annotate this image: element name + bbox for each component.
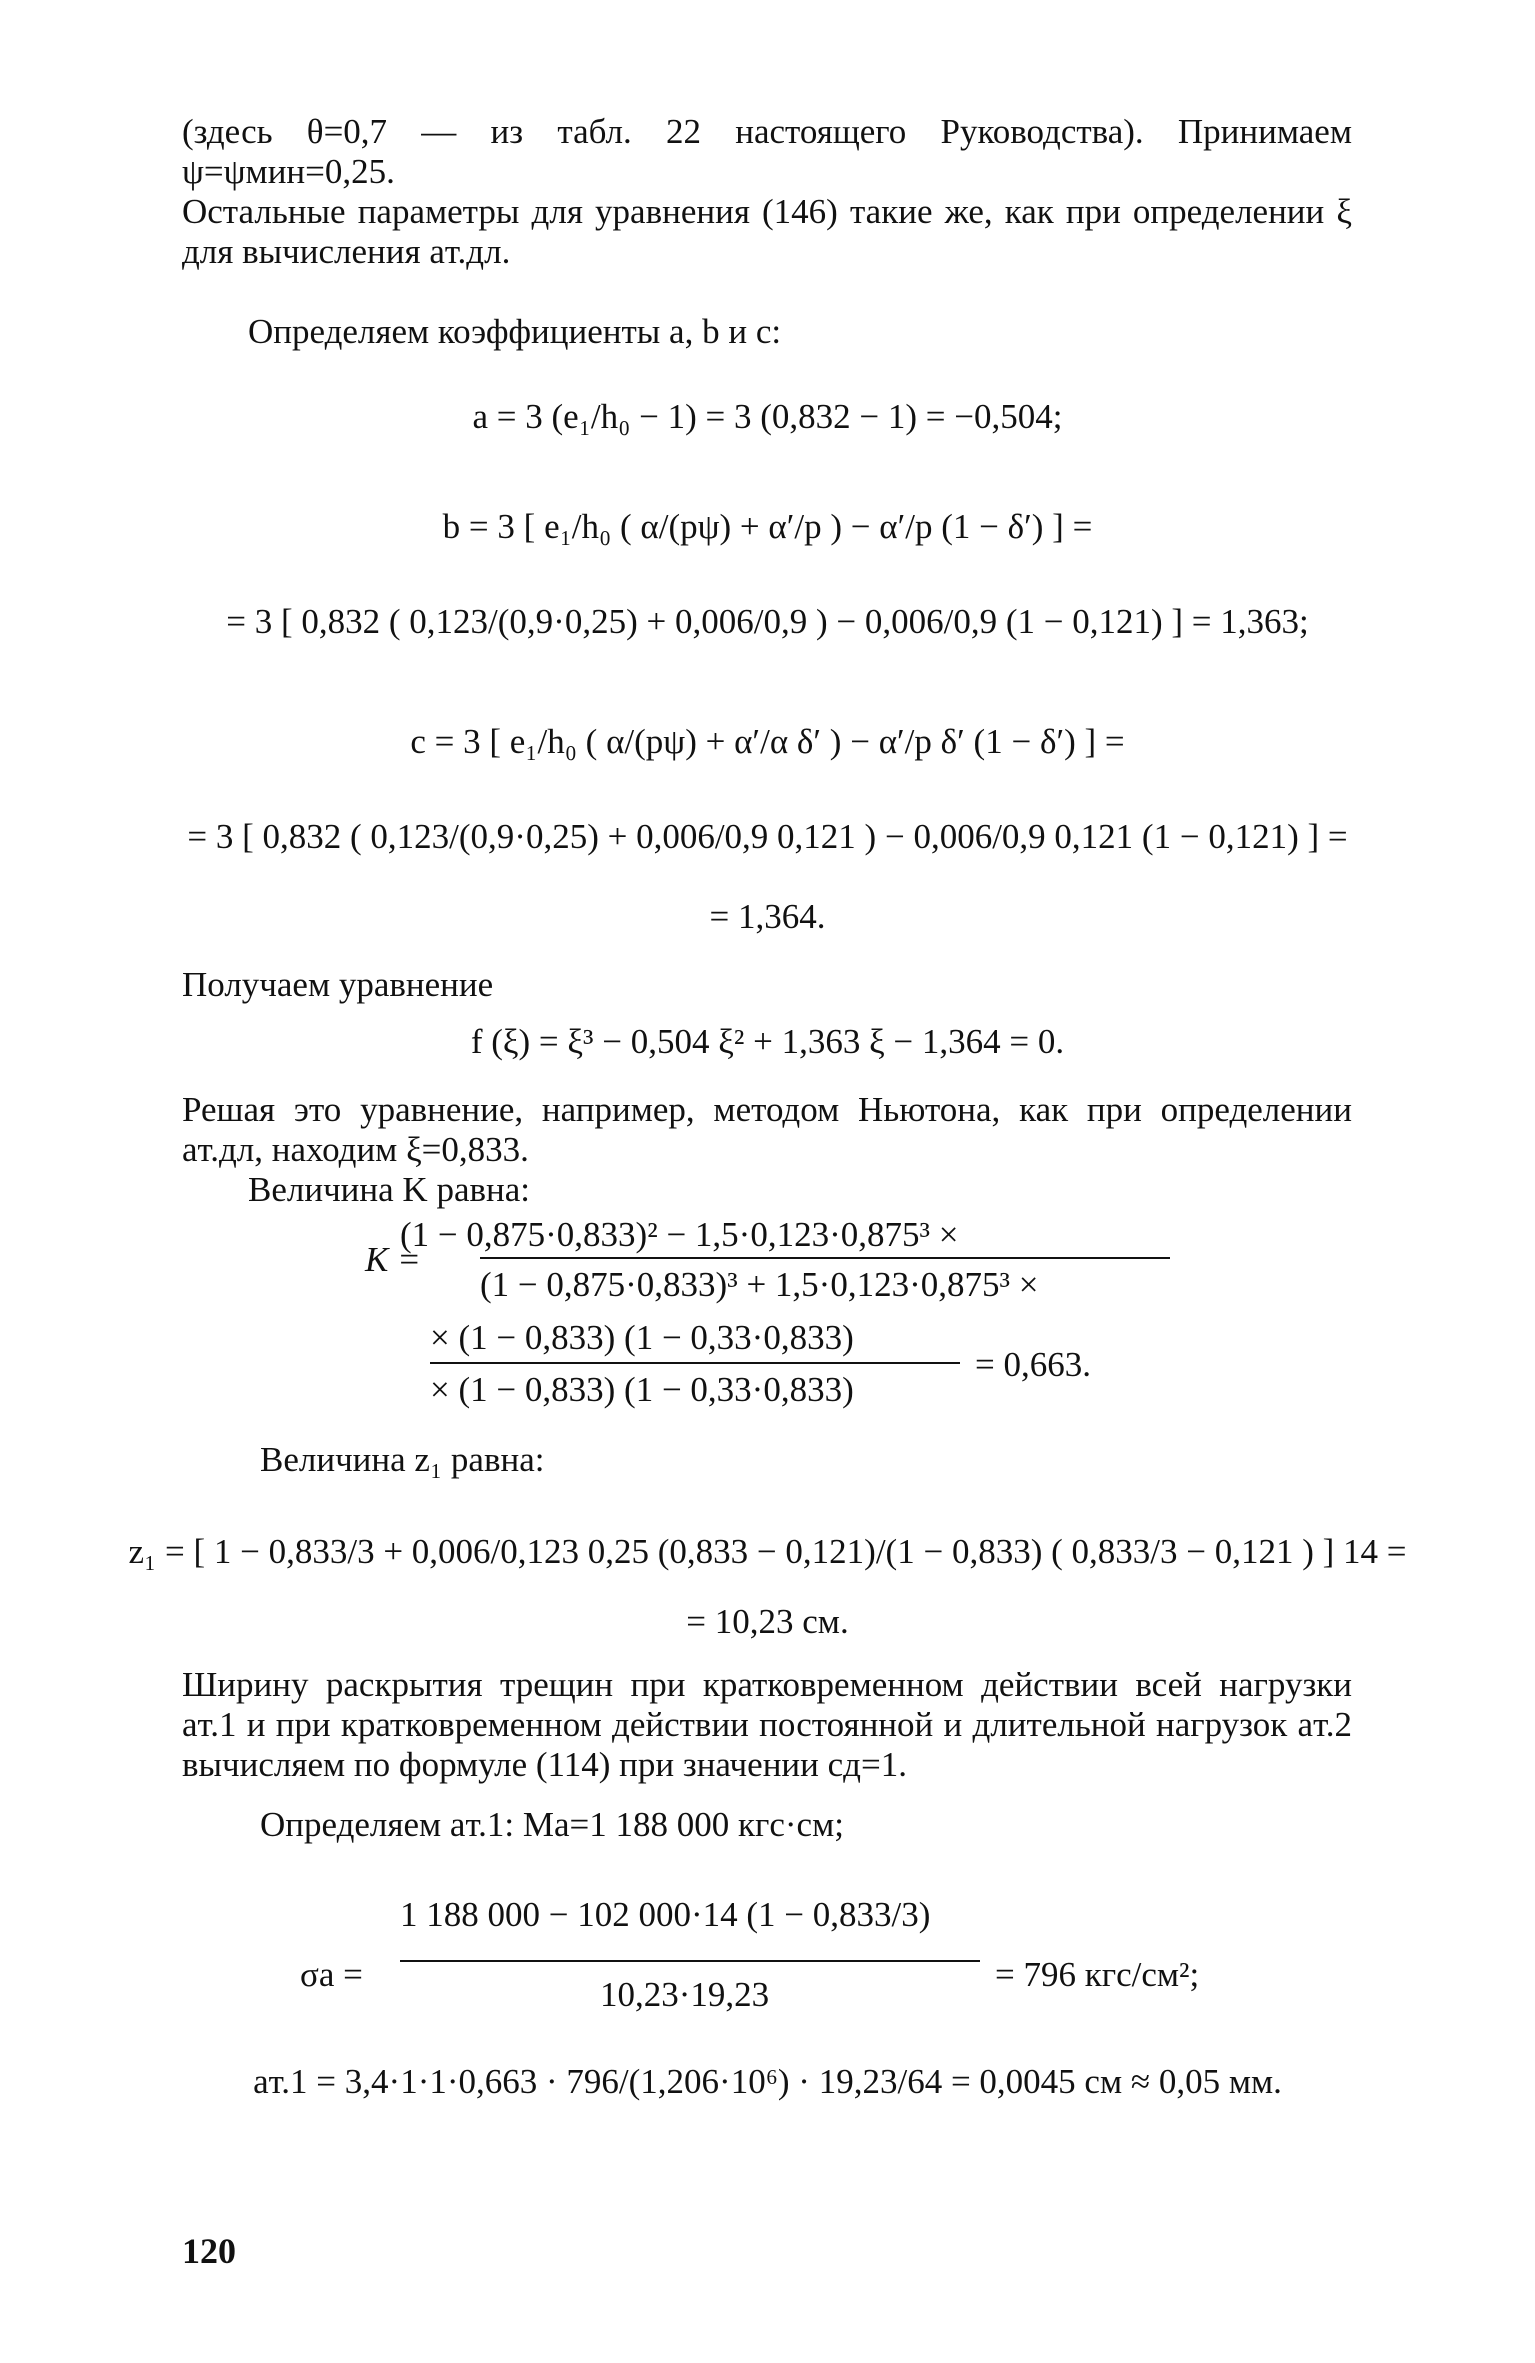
equation-sigma-denominator: 10,23·19,23 xyxy=(600,1975,770,2014)
equation-z1-result: = 10,23 см. xyxy=(686,1602,849,1641)
equation-c-line-2: = 3 [ 0,832 ( 0,123/(0,9·0,25) + 0,006/0,9 0,121 ) − 0,006/0,9 0,121 (1 − 0,121) ] = xyxy=(187,817,1348,856)
equation-sigma-lhs: σa = xyxy=(300,1955,363,1994)
equation-K-numerator-1: (1 − 0,875·0,833)² − 1,5·0,123·0,875³ × xyxy=(400,1215,959,1254)
equation-c-line-1: c = 3 [ e₁/h₀ ( α/(pψ) + α′/α δ′ ) − α′/p δ′ (1 − δ′) ] = xyxy=(410,722,1125,761)
paragraph-6: Величина K равна: xyxy=(248,1170,530,1209)
equation-K-numerator-2: × (1 − 0,833) (1 − 0,33·0,833) xyxy=(430,1318,854,1357)
equation-f: f (ξ) = ξ³ − 0,504 ξ² + 1,363 ξ − 1,364 = 0. xyxy=(470,1022,1065,1061)
paragraph-5: Решая это уравнение, например, методом Ньютона, как при определении aт.дл, находим ξ=0,833. xyxy=(182,1090,1352,1169)
equation-c-result: = 1,364. xyxy=(709,897,826,936)
fraction-bar xyxy=(400,1960,980,1962)
equation-b-line-2: = 3 [ 0,832 ( 0,123/(0,9·0,25) + 0,006/0,9 ) − 0,006/0,9 (1 − 0,121) ] = 1,363; xyxy=(226,602,1309,641)
paragraph-4: Получаем уравнение xyxy=(182,965,494,1004)
equation-K-denominator-1: (1 − 0,875·0,833)³ + 1,5·0,123·0,875³ × xyxy=(480,1265,1039,1304)
equation-K-denominator-2: × (1 − 0,833) (1 − 0,33·0,833) xyxy=(430,1370,854,1409)
paragraph-8: Ширину раскрытия трещин при кратковременном действии всей нагрузки aт.1 и при кратковременном действии постоянной и длительной нагрузок aт.2 вычисляем по формуле (114) при значении cд=1. xyxy=(182,1665,1352,1784)
paragraph-9: Определяем aт.1: Mа=1 188 000 кгс·см; xyxy=(260,1805,844,1844)
equation-sigma-numerator: 1 188 000 − 102 000·14 (1 − 0,833/3) xyxy=(400,1895,931,1934)
paragraph-2: Остальные параметры для уравнения (146) такие же, как при определении ξ для вычисления aт.дл. xyxy=(182,192,1352,271)
fraction-bar xyxy=(430,1362,960,1364)
equation-K-result: = 0,663. xyxy=(975,1345,1091,1384)
equation-z1: z₁ = [ 1 − 0,833/3 + 0,006/0,123 0,25 (0,833 − 0,121)/(1 − 0,833) ( 0,833/3 − 0,121 ) ] 14 = xyxy=(128,1532,1407,1571)
equation-a: a = 3 (e₁/h₀ − 1) = 3 (0,832 − 1) = −0,504; xyxy=(472,397,1063,436)
paragraph-7: Величина z₁ равна: xyxy=(260,1440,545,1479)
equation-sigma-rhs: = 796 кгс/см²; xyxy=(995,1955,1200,1994)
page-number: 120 xyxy=(182,2231,236,2271)
paragraph-3: Определяем коэффициенты a, b и c: xyxy=(248,312,782,351)
paragraph-1: (здесь θ=0,7 — из табл. 22 настоящего Руководства). Принимаем ψ=ψмин=0,25. xyxy=(182,112,1352,191)
equation-K-symbol: K = xyxy=(365,1240,421,1279)
equation-b-line-1: b = 3 [ e₁/h₀ ( α/(pψ) + α′/p ) − α′/p (1 − δ′) ] = xyxy=(442,507,1093,546)
fraction-bar xyxy=(480,1257,1170,1259)
equation-aT1: aт.1 = 3,4·1·1·0,663 · 796/(1,206·10⁶) · 19,23/64 = 0,0045 см ≈ 0,05 мм. xyxy=(253,2062,1282,2101)
